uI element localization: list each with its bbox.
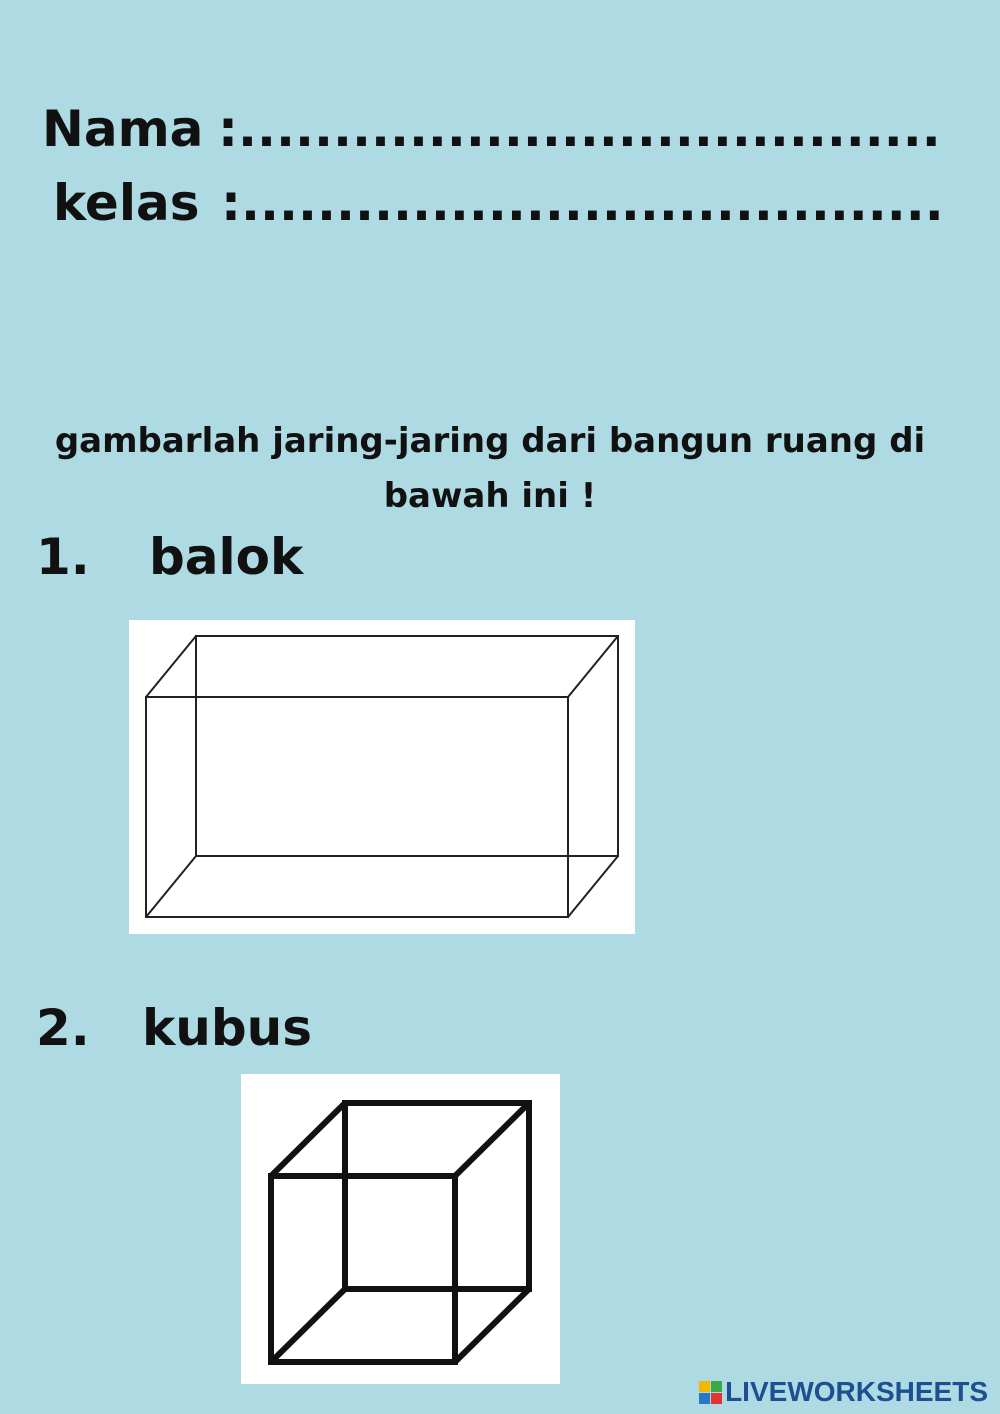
kelas-blank-line: :..................................... — [221, 174, 944, 232]
nama-blank-line: :..................................... — [218, 100, 941, 158]
nama-label: Nama — [42, 100, 204, 158]
kelas-label: kelas — [53, 174, 200, 232]
liveworksheets-logo — [699, 1376, 988, 1408]
nama-field — [42, 100, 941, 158]
question-1 — [36, 528, 304, 586]
question-number: 2. — [36, 999, 90, 1057]
question-2 — [36, 999, 312, 1057]
cuboid-front-face — [146, 697, 568, 917]
instruction-text: gambarlah jaring-jaring dari bangun ruang di bawah ini ! — [54, 421, 926, 516]
cuboid-back-face — [196, 636, 618, 856]
liveworksheets-logo-icon — [699, 1381, 722, 1404]
cuboid-figure — [129, 620, 635, 934]
cube-wireframe-icon — [241, 1074, 560, 1384]
question-number: 1. — [36, 528, 90, 586]
question-label: kubus — [142, 999, 312, 1057]
question-label: balok — [149, 528, 304, 586]
kelas-field — [53, 174, 944, 232]
brand-text: LIVEWORKSHEETS — [725, 1376, 988, 1407]
cuboid-wireframe-icon — [129, 620, 635, 934]
cube-figure — [241, 1074, 560, 1384]
